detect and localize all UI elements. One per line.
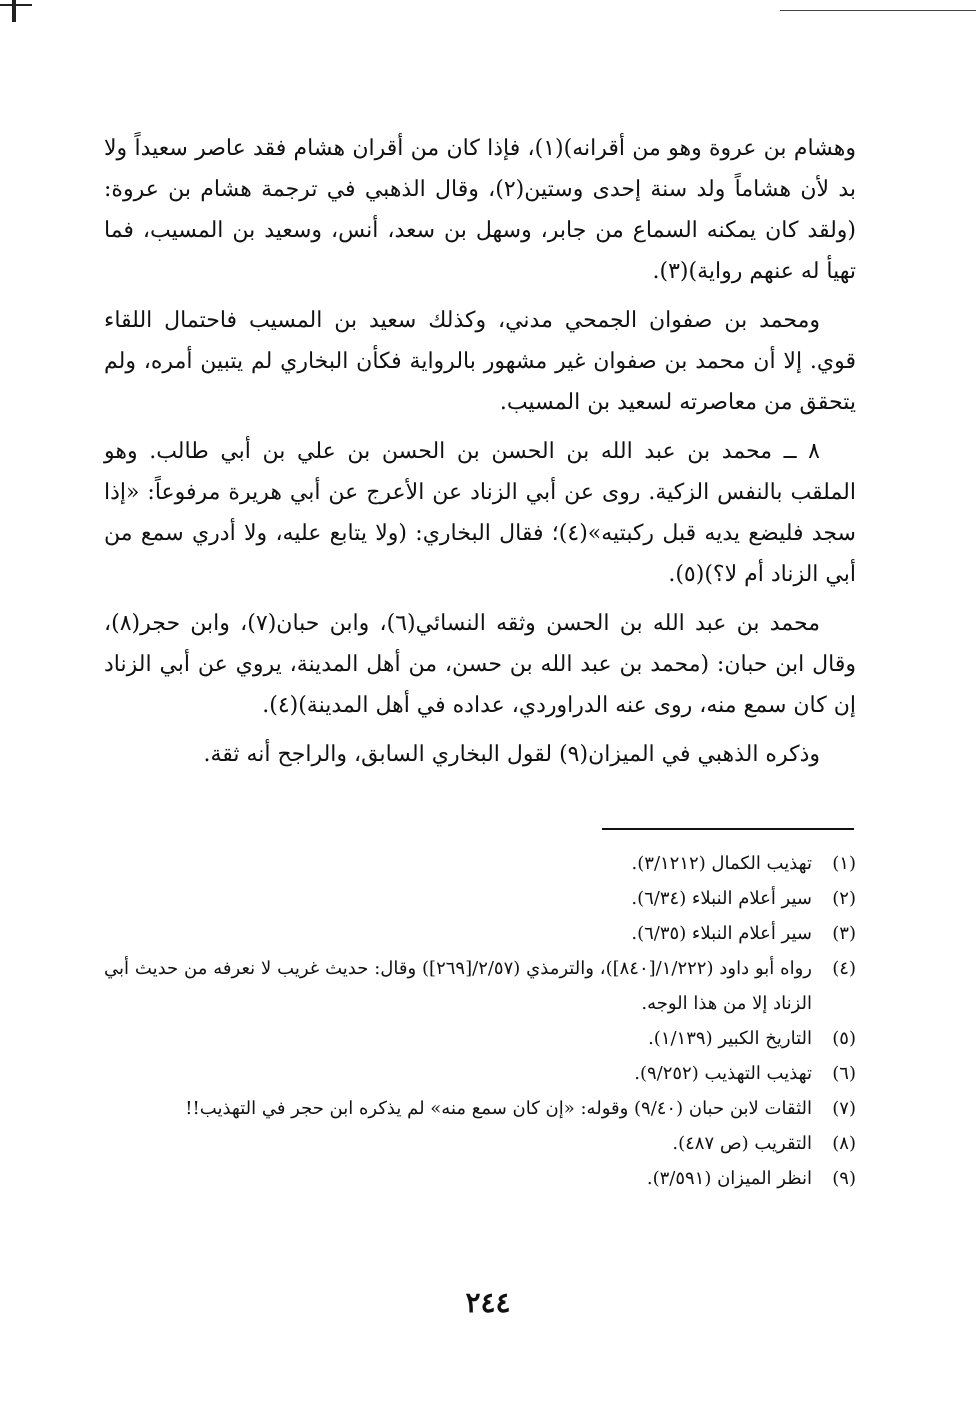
footnote-number: (٦): [832, 1063, 856, 1084]
page-number: ٢٤٤: [465, 1286, 511, 1319]
footnote-number: (٨): [832, 1133, 856, 1154]
footnote: [104, 1161, 856, 1196]
footnote-text: رواه أبو داود (١/٢٢٢/[٨٤٠])، والترمذي (٢/٥٧/[٢٦٩]) وقال: حديث غريب لا نعرفه من حديث أبي الزناد إلا من هذا الوجه.: [104, 958, 812, 1014]
footnote: [104, 1091, 856, 1126]
footnote-text: انظر الميزان (٣/٥٩١).: [646, 1168, 812, 1189]
footnote-number: (٥): [832, 1028, 856, 1049]
footnote-text: تهذيب الكمال (٣/١٢١٢).: [631, 853, 812, 874]
footnote: [104, 881, 856, 916]
footnote: [104, 1021, 856, 1056]
footnote-text: سير أعلام النبلاء (٦/٣٥).: [631, 923, 812, 944]
footnote-separator: [602, 828, 854, 830]
footnotes-list: [104, 846, 856, 1196]
footnote-text: التقريب (ص ٤٨٧).: [672, 1133, 812, 1154]
footnote: [104, 1056, 856, 1091]
footnote: [104, 951, 856, 1021]
footnote-number: (٤): [832, 958, 856, 979]
footnote-number: (٧): [832, 1098, 856, 1119]
footnote: [104, 846, 856, 881]
footnote-text: التاريخ الكبير (١/١٣٩).: [648, 1028, 812, 1049]
scan-edge-line: [780, 10, 976, 11]
paragraph: ٨ ــ محمد بن عبد الله بن الحسن بن الحسن بن علي بن أبي طالب. وهو الملقب بالنفس الزكية. روى عن أبي الزناد عن الأعرج عن أبي هريرة مرفوعاً: «إذا سجد فليضع يديه قبل ركبتيه»(٤)؛ فقال البخاري: (ولا يتابع عليه، ولا أدري سمع من أبي الزناد أم لا؟)(٥).: [104, 439, 856, 587]
footnote-number: (٢): [832, 888, 856, 909]
paragraph: وذكره الذهبي في الميزان(٩) لقول البخاري السابق، والراجح أنه ثقة.: [203, 742, 820, 767]
main-text: [104, 128, 856, 783]
footnote-text: سير أعلام النبلاء (٦/٣٤).: [631, 888, 812, 909]
scan-edge-line: [0, 4, 32, 6]
footnote: [104, 1126, 856, 1161]
paragraph: وهشام بن عروة وهو من أقرانه)(١)، فإذا كان من أقران هشام فقد عاصر سعيداً ولا بد لأن هشاماً ولد سنة إحدى وستين(٢)، وقال الذهبي في ترجمة هشام بن عروة: (ولقد كان يمكنه السماع من جابر، وسهل بن سعد، أنس، وسعيد بن المسيب، فما تهيأ له عنهم رواية)(٣).: [104, 136, 857, 284]
footnote-number: (٣): [832, 923, 856, 944]
footnote-number: (٩): [832, 1168, 856, 1189]
footnote: [104, 916, 856, 951]
footnote-number: (١): [832, 853, 856, 874]
footnote-text: تهذيب التهذيب (٩/٢٥٢).: [634, 1063, 812, 1084]
paragraph: محمد بن عبد الله بن الحسن وثقه النسائي(٦)، وابن حبان(٧)، وابن حجر(٨)، وقال ابن حبان: (محمد بن عبد الله بن حسن، من أهل المدينة، يروي عن أبي الزناد إن كان سمع منه، روى عنه الدراوردي، عداده في أهل المدينة)(٤).: [104, 611, 856, 718]
footnote-text: الثقات لابن حبان (٩/٤٠) وقوله: «إن كان سمع منه» لم يذكره ابن حجر في التهذيب!!: [185, 1098, 812, 1119]
paragraph: ومحمد بن صفوان الجمحي مدني، وكذلك سعيد بن المسيب فاحتمال اللقاء قوي. إلا أن محمد بن صفوان غير مشهور بالرواية فكأن البخاري لم يتبين أمره، ولم يتحقق من معاصرته لسعيد بن المسيب.: [104, 308, 856, 415]
